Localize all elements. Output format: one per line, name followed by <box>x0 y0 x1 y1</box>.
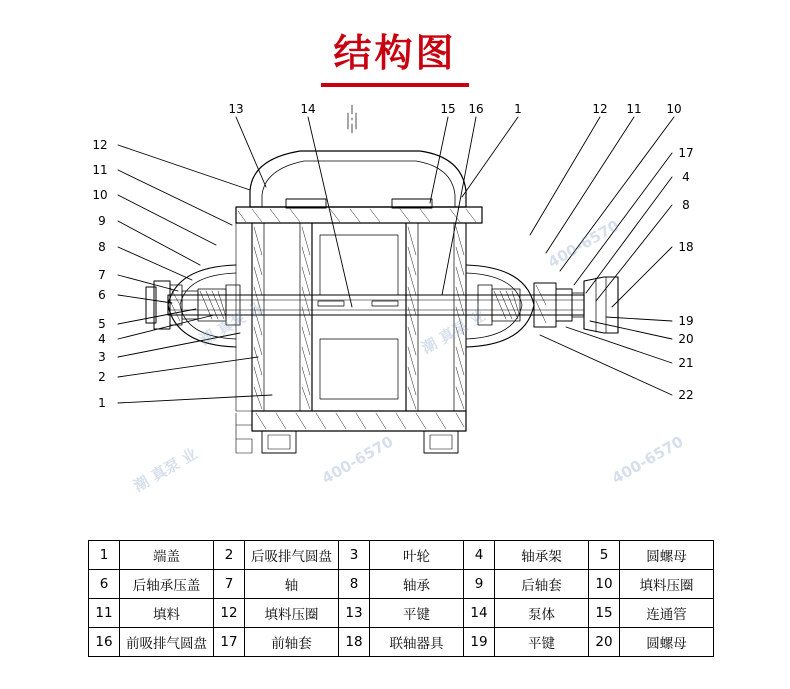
callout-right-4: 4 <box>682 170 690 184</box>
callout-top-14: 14 <box>300 102 316 116</box>
leader-lines-right <box>540 153 672 395</box>
part-name: 平键 <box>495 628 589 657</box>
part-name: 填料压圈 <box>245 599 339 628</box>
part-name: 圆螺母 <box>620 541 714 570</box>
page-title-block <box>0 0 790 87</box>
callout-right-20: 20 <box>678 332 694 346</box>
watermark-1: 潮 真泵 业 <box>196 298 267 350</box>
callout-top-15: 15 <box>440 102 456 116</box>
title-underline <box>321 83 469 87</box>
part-number: 9 <box>464 570 495 599</box>
part-name: 轴承架 <box>495 541 589 570</box>
part-name: 后轴承压盖 <box>120 570 214 599</box>
callout-top-13: 13 <box>228 102 244 116</box>
part-number: 3 <box>339 541 370 570</box>
page-title: 结构图 <box>333 31 457 75</box>
table-row <box>89 599 714 628</box>
part-name: 叶轮 <box>370 541 464 570</box>
watermark-6: 400-6570 <box>608 432 687 488</box>
part-number: 11 <box>89 599 120 628</box>
callout-top-1: 1 <box>514 102 522 116</box>
callout-left-2: 2 <box>98 370 106 384</box>
watermark-3: 潮 真泵 业 <box>418 306 489 358</box>
part-number: 13 <box>339 599 370 628</box>
part-name: 端盖 <box>120 541 214 570</box>
callout-left-11: 11 <box>92 163 108 177</box>
part-number: 5 <box>589 541 620 570</box>
watermark-4: 400-6570 <box>318 432 397 488</box>
part-name: 连通管 <box>620 599 714 628</box>
callout-top-11: 11 <box>626 102 642 116</box>
part-name: 后吸排气圆盘 <box>245 541 339 570</box>
part-name: 圆螺母 <box>620 628 714 657</box>
callout-left-6: 6 <box>98 288 106 302</box>
part-name: 前轴套 <box>245 628 339 657</box>
part-name: 填料压圈 <box>620 570 714 599</box>
callout-top-10: 10 <box>666 102 682 116</box>
callout-right-22: 22 <box>678 388 694 402</box>
callout-left-12: 12 <box>92 138 108 152</box>
part-number: 1 <box>89 541 120 570</box>
callout-left-10: 10 <box>92 188 108 202</box>
part-name: 轴承 <box>370 570 464 599</box>
table-row <box>89 541 714 570</box>
callout-right-21: 21 <box>678 356 694 370</box>
part-name: 填料 <box>120 599 214 628</box>
parts-legend-table <box>88 540 714 657</box>
callout-left-7: 7 <box>98 268 106 282</box>
part-number: 12 <box>214 599 245 628</box>
part-name: 轴 <box>245 570 339 599</box>
pump-structure-diagram <box>0 95 790 515</box>
leader-lines-top <box>236 117 674 307</box>
part-number: 16 <box>89 628 120 657</box>
part-name: 泵体 <box>495 599 589 628</box>
part-number: 8 <box>339 570 370 599</box>
part-number: 15 <box>589 599 620 628</box>
diagram-svg <box>0 95 790 515</box>
callout-right-19: 19 <box>678 314 694 328</box>
leader-lines-left <box>118 145 272 403</box>
part-number: 18 <box>339 628 370 657</box>
part-number: 7 <box>214 570 245 599</box>
watermark-2: 400-6570 <box>544 216 623 272</box>
part-number: 17 <box>214 628 245 657</box>
part-number: 4 <box>464 541 495 570</box>
part-name: 后轴套 <box>495 570 589 599</box>
callout-left-4: 4 <box>98 332 106 346</box>
callout-left-8: 8 <box>98 240 106 254</box>
part-number: 20 <box>589 628 620 657</box>
callout-right-18: 18 <box>678 240 694 254</box>
callout-left-9: 9 <box>98 214 106 228</box>
part-name: 联轴器具 <box>370 628 464 657</box>
callout-top-16: 16 <box>468 102 484 116</box>
table-row <box>89 570 714 599</box>
callout-left-1: 1 <box>98 396 106 410</box>
part-number: 2 <box>214 541 245 570</box>
callout-right-17: 17 <box>678 146 694 160</box>
part-name: 平键 <box>370 599 464 628</box>
part-number: 19 <box>464 628 495 657</box>
part-number: 10 <box>589 570 620 599</box>
table-row <box>89 628 714 657</box>
part-number: 6 <box>89 570 120 599</box>
watermark-5: 潮 真泵 业 <box>130 444 201 496</box>
callout-top-12: 12 <box>592 102 608 116</box>
callout-left-5: 5 <box>98 317 106 331</box>
callout-left-3: 3 <box>98 350 106 364</box>
callout-right-8: 8 <box>682 198 690 212</box>
part-number: 14 <box>464 599 495 628</box>
part-name: 前吸排气圆盘 <box>120 628 214 657</box>
